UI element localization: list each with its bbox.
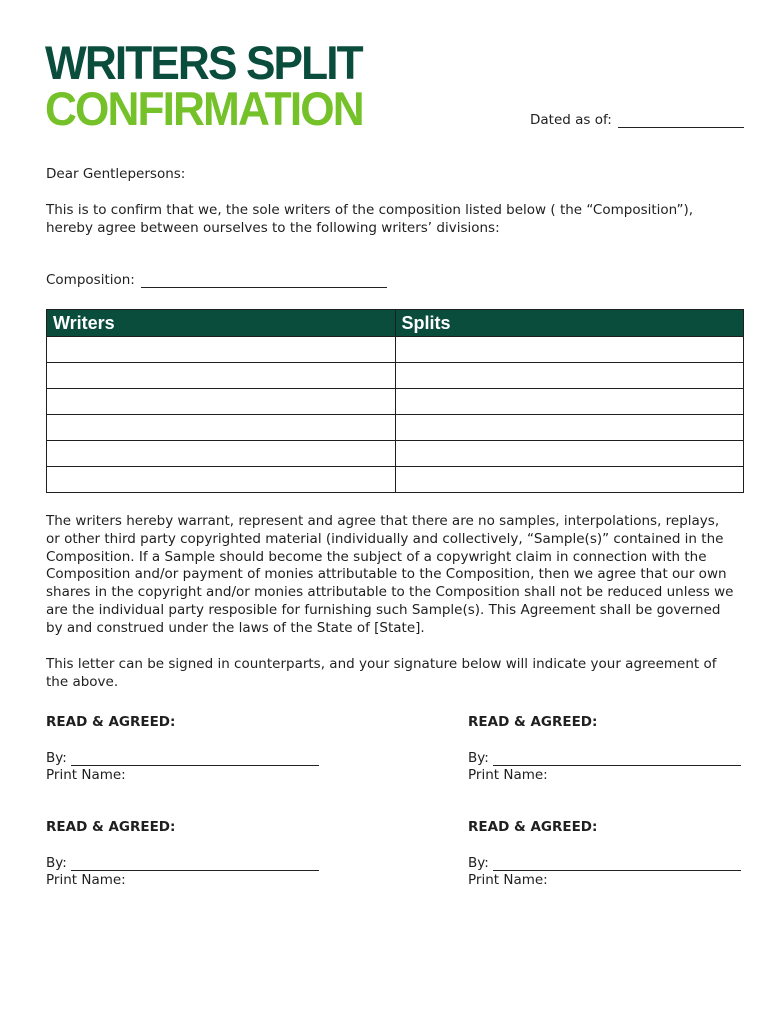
composition-label: Composition: (46, 272, 135, 288)
split-cell[interactable] (395, 389, 744, 415)
split-cell[interactable] (395, 441, 744, 467)
writer-cell[interactable] (47, 415, 396, 441)
table-row (47, 389, 744, 415)
signature-block (468, 714, 741, 783)
print-name-label: Print Name: (468, 767, 548, 783)
signature-block (46, 714, 319, 783)
salutation: Dear Gentlepersons: (46, 166, 186, 182)
table-header-row (47, 310, 744, 337)
writer-cell[interactable] (47, 389, 396, 415)
by-field (46, 855, 319, 871)
table-row (47, 415, 744, 441)
by-label: By: (468, 855, 489, 871)
dated-label: Dated as of: (530, 112, 612, 128)
signature-block (46, 819, 319, 888)
writer-cell[interactable] (47, 363, 396, 389)
by-label: By: (46, 855, 67, 871)
table-row (47, 441, 744, 467)
dated-line[interactable] (618, 126, 744, 128)
title-line-2: CONFIRMATION (45, 82, 363, 135)
writers-header: Writers (47, 310, 396, 337)
table-row (47, 363, 744, 389)
composition-field (46, 272, 387, 288)
signature-block (468, 819, 741, 888)
table-row (47, 337, 744, 363)
intro-paragraph: This is to confirm that we, the sole writers of the composition listed below ( the “Composition”), hereby agree between ourselves to the following writers’ divisions: (46, 202, 694, 236)
read-agreed-heading: READ & AGREED: (46, 819, 176, 835)
writer-cell[interactable] (47, 337, 396, 363)
split-cell[interactable] (395, 415, 744, 441)
print-name-label: Print Name: (46, 872, 126, 888)
table-row (47, 467, 744, 493)
by-field (468, 750, 741, 766)
read-agreed-heading: READ & AGREED: (468, 714, 598, 730)
title-line-1: WRITERS SPLIT (45, 36, 362, 89)
print-name-label: Print Name: (468, 872, 548, 888)
split-cell[interactable] (395, 363, 744, 389)
signature-line[interactable] (493, 764, 741, 766)
by-label: By: (46, 750, 67, 766)
signature-line[interactable] (71, 764, 319, 766)
dated-field (530, 112, 744, 128)
read-agreed-heading: READ & AGREED: (468, 819, 598, 835)
writer-cell[interactable] (47, 441, 396, 467)
splits-header: Splits (395, 310, 744, 337)
warranty-paragraph: The writers hereby warrant, represent and agree that there are no samples, interpolations, replays, or other third party copyrighted material (individually and collectively, “Sample(s)” contained in the Composition. If a Sample should become the subject of a copywright claim in connection with the Composition and/or payment of monies attributable to the Composition, then we agree that our own shares in the copyright and/or monies attributable to the Composition shall not be reduced unless we are the individual party resposible for furnishing such Sample(s). This Agreement shall be governed by and construed under the laws of the State of [State]. (46, 513, 734, 636)
by-field (468, 855, 741, 871)
composition-line[interactable] (141, 286, 387, 288)
read-agreed-heading: READ & AGREED: (46, 714, 176, 730)
split-cell[interactable] (395, 337, 744, 363)
counterparts-paragraph: This letter can be signed in counterparts, and your signature below will indicate your agreement of the above. (46, 656, 717, 690)
splits-table (46, 309, 744, 493)
writer-cell[interactable] (47, 467, 396, 493)
print-name-label: Print Name: (46, 767, 126, 783)
by-label: By: (468, 750, 489, 766)
signature-line[interactable] (493, 869, 741, 871)
split-cell[interactable] (395, 467, 744, 493)
signature-line[interactable] (71, 869, 319, 871)
by-field (46, 750, 319, 766)
